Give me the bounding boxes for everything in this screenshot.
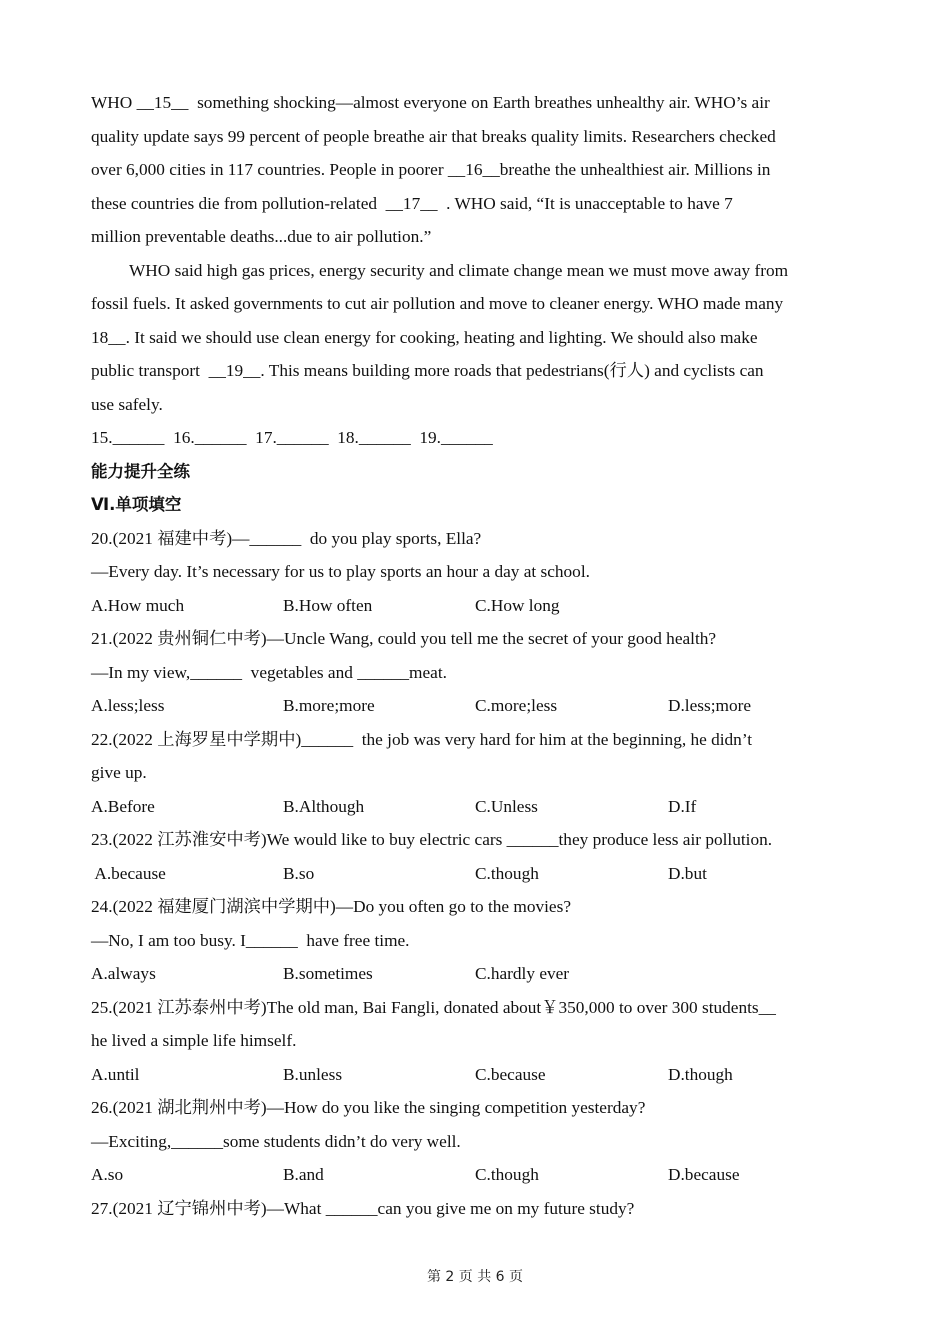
question-line: —Every day. It’s necessary for us to play sports an hour a day at school. <box>91 562 590 581</box>
answer-option: A.because <box>91 863 166 883</box>
answer-option: A.less;less <box>91 696 165 715</box>
answer-option: D.though <box>668 1064 733 1084</box>
passage-line-6: WHO said high gas prices, energy security and climate change mean we must move away from <box>129 260 789 280</box>
question-line: —No, I am too busy. I______ have free time. <box>91 930 410 950</box>
question-line: 25.(2021 江苏泰州中考)The old man, Bai Fangli, donated about￥350,000 to over 300 students__ <box>91 997 776 1017</box>
page-footer: 第 2 页 共 6 页 <box>426 1269 524 1285</box>
question-line: 27.(2021 辽宁锦州中考)—What ______can you give me on my future study? <box>91 1198 635 1218</box>
question-line: 24.(2022 福建厦门湖滨中学期中)—Do you often go to the movies? <box>91 897 571 916</box>
answer-option: C.though <box>475 863 539 883</box>
passage-line-7: fossil fuels. It asked governments to cut air pollution and move to cleaner energy. WHO made many <box>91 294 784 313</box>
question-line: 20.(2021 福建中考)—______ do you play sports, Ella? <box>91 528 482 548</box>
answer-options <box>91 790 861 824</box>
answer-option: A.Before <box>91 796 155 816</box>
answer-option: C.though <box>475 1165 539 1184</box>
answer-option: B.How often <box>283 595 373 615</box>
answer-option: C.more;less <box>475 696 558 715</box>
answer-options <box>91 1058 861 1092</box>
question-line: —Exciting,______some students didn’t do very well. <box>91 1131 461 1151</box>
passage-line-1: WHO __15__ something shocking—almost everyone on Earth breathes unhealthy air. WHO’s air <box>91 93 770 112</box>
answer-option: D.but <box>668 863 707 883</box>
answer-option: A.so <box>91 1165 124 1184</box>
answer-option: B.so <box>283 863 315 883</box>
answer-blanks: 15.______ 16.______ 17.______ 18.______ 19.______ <box>91 428 493 447</box>
passage-line-10: use safely. <box>91 394 163 414</box>
question-list <box>91 522 861 1226</box>
answer-options <box>91 957 861 991</box>
passage-line-5: million preventable deaths...due to air pollution.” <box>91 227 432 246</box>
section-title: 能力提升全练 <box>91 461 190 481</box>
answer-options <box>91 689 861 723</box>
answer-option: A.always <box>91 964 156 983</box>
answer-option: D.because <box>668 1165 740 1184</box>
question-line: —In my view,______ vegetables and ______meat. <box>91 662 447 682</box>
answer-options <box>91 589 861 623</box>
answer-option: B.more;more <box>283 696 375 715</box>
answer-options <box>91 857 861 891</box>
answer-option: B.and <box>283 1165 324 1184</box>
answer-option: B.Although <box>283 796 365 816</box>
passage-line-9: public transport __19__. This means building more roads that pedestrians(行人) and cyclists can <box>91 361 764 380</box>
passage-line-2: quality update says 99 percent of people breathe air that breaks quality limits. Researchers checked <box>91 126 776 146</box>
answer-options <box>91 1158 861 1192</box>
passage-line-8: 18__. It said we should use clean energy for cooking, heating and lighting. We should also make <box>91 327 758 347</box>
question-line: he lived a simple life himself. <box>91 1031 297 1050</box>
answer-option: D.If <box>668 796 697 816</box>
section-subtitle: Ⅵ.单项填空 <box>91 495 182 514</box>
question-line: 22.(2022 上海罗星中学期中)______ the job was very hard for him at the beginning, he didn’t <box>91 729 753 749</box>
question-line: 26.(2021 湖北荆州中考)—How do you like the singing competition yesterday? <box>91 1098 646 1117</box>
document-page <box>91 86 861 1225</box>
answer-option: D.less;more <box>668 696 752 715</box>
answer-option: C.Unless <box>475 796 538 816</box>
answer-option: C.because <box>475 1064 546 1084</box>
answer-option: C.hardly ever <box>475 964 570 983</box>
answer-option: B.sometimes <box>283 964 373 983</box>
passage-line-3: over 6,000 cities in 117 countries. People in poorer __16__breathe the unhealthiest air. Millions in <box>91 160 771 179</box>
answer-option: A.How much <box>91 595 185 615</box>
question-line: 23.(2022 江苏淮安中考)We would like to buy electric cars ______they produce less air pollution. <box>91 830 773 849</box>
passage-line-4: these countries die from pollution-related __17__ . WHO said, “It is unacceptable to have 7 <box>91 193 733 213</box>
question-line: give up. <box>91 763 147 782</box>
answer-option: B.unless <box>283 1064 343 1084</box>
question-line: 21.(2022 贵州铜仁中考)—Uncle Wang, could you tell me the secret of your good health? <box>91 629 717 648</box>
answer-option: C.How long <box>475 595 560 615</box>
answer-option: A.until <box>91 1064 140 1084</box>
